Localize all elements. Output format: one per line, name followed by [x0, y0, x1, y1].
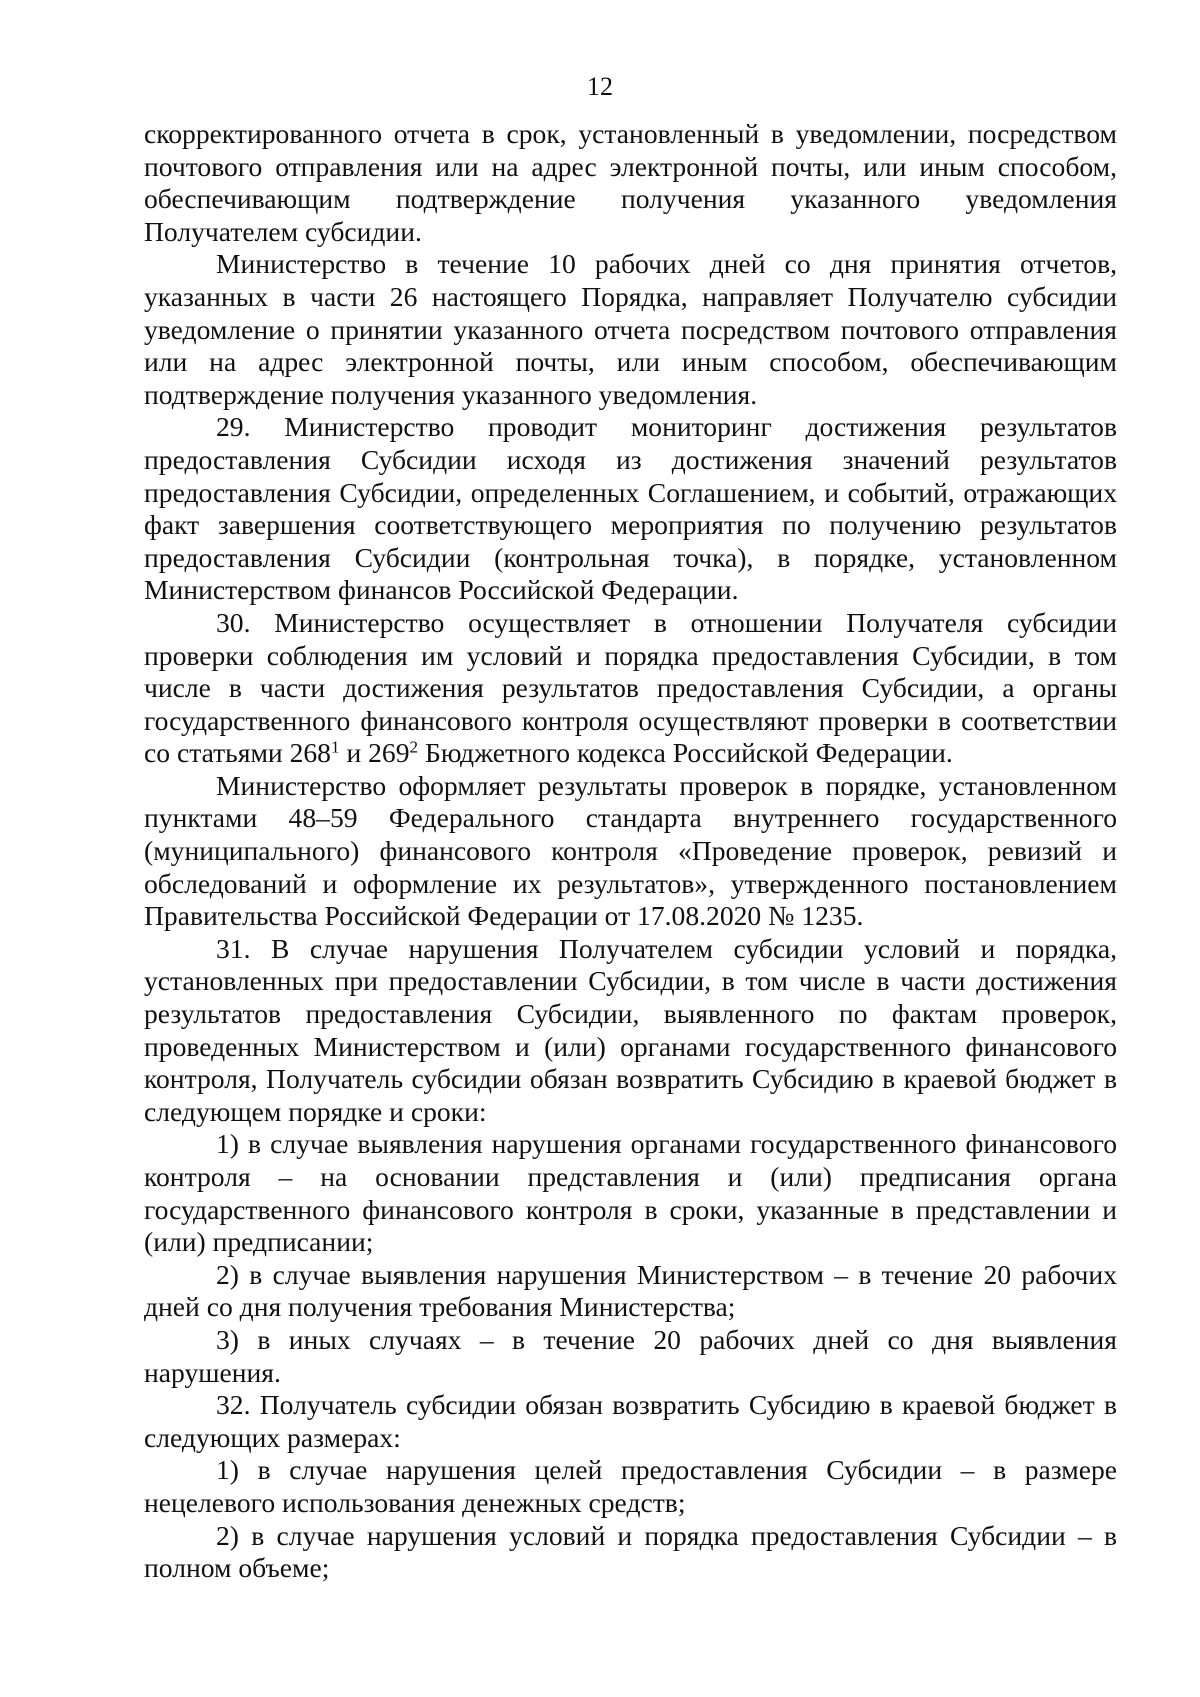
article-269-superscript: 2	[409, 737, 419, 757]
paragraph-30-tail: Бюджетного кодекса Российской Федерации.	[418, 737, 953, 769]
paragraph-31: 31. В случае нарушения Получателем субсидии условий и порядка, установленных при предоставлении Субсидии, в том числе в части достижения результатов предоставления Субсидии, выявленного по фактам проверок, проведенных Министерством и (или) органами государственного финансового контроля, Получатель субсидии обязан возвратить Субсидию в краевой бюджет в следующем порядке и сроки:	[144, 932, 1117, 1127]
paragraph-29: 29. Министерство проводит мониторинг достижения результатов предоставления Субсидии исходя из достижения значений результатов предоставления Субсидии, определенных Соглашением, и событий, отражающих факт завершения соответствующего мероприятия по получению результатов предоставления Субсидии (контрольная точка), в порядке, установленном Министерством финансов Российской Федерации.	[144, 411, 1117, 606]
document-body	[144, 118, 1117, 1585]
paragraph-ministry-notice: Министерство в течение 10 рабочих дней со дня принятия отчетов, указанных в части 26 настоящего Порядка, направляет Получателю субсидии уведомление о принятии указанного отчета посредством почтового отправления или на адрес электронной почты, или иным способом, обеспечивающим подтверждение получения указанного уведомления.	[144, 248, 1117, 410]
paragraph-30	[144, 607, 1117, 770]
paragraph-31-item-2: 2) в случае выявления нарушения Министерством – в течение 20 рабочих дней со дня получения требования Министерства;	[144, 1258, 1117, 1323]
paragraph-continuation: скорректированного отчета в срок, установленный в уведомлении, посредством почтового отправления или на адрес электронной почты, или иным способом, обеспечивающим подтверждение получения указанного уведомления Получателем субсидии.	[144, 118, 1117, 247]
paragraph-32: 32. Получатель субсидии обязан возвратить Субсидию в краевой бюджет в следующих размерах:	[144, 1389, 1117, 1453]
paragraph-31-item-3: 3) в иных случаях – в течение 20 рабочих дней со дня выявления нарушения.	[144, 1323, 1117, 1388]
paragraph-31-item-1: 1) в случае выявления нарушения органами государственного финансового контроля – на основании представления и (или) предписания органа государственного финансового контроля в сроки, указанные в представлении и (или) предписании;	[144, 1128, 1117, 1258]
article-268-superscript: 1	[330, 737, 340, 757]
paragraph-30-mid: и 269	[339, 737, 410, 769]
paragraph-30-results: Министерство оформляет результаты проверок в порядке, установленном пунктами 48–59 Федерального стандарта внутреннего государственного (муниципального) финансового контроля «Проведение проверок, ревизий и обследований и оформление их результатов», утвержденного постановлением Правительства Российской Федерации от 17.08.2020 № 1235.	[144, 769, 1117, 932]
paragraph-32-item-2: 2) в случае нарушения условий и порядка предоставления Субсидии – в полном объеме;	[144, 1519, 1117, 1584]
paragraph-30-text: 30. Министерство осуществляет в отношении Получателя субсидии проверки соблюдения им условий и порядка предоставления Субсидии, в том числе в части достижения результатов предоставления Субсидии, а органы государственного финансового контроля осуществляют проверки в соответствии со статьями 268	[144, 606, 1117, 769]
paragraph-32-item-1: 1) в случае нарушения целей предоставления Субсидии – в размере нецелевого использования денежных средств;	[144, 1454, 1117, 1518]
page-number: 12	[587, 72, 613, 101]
